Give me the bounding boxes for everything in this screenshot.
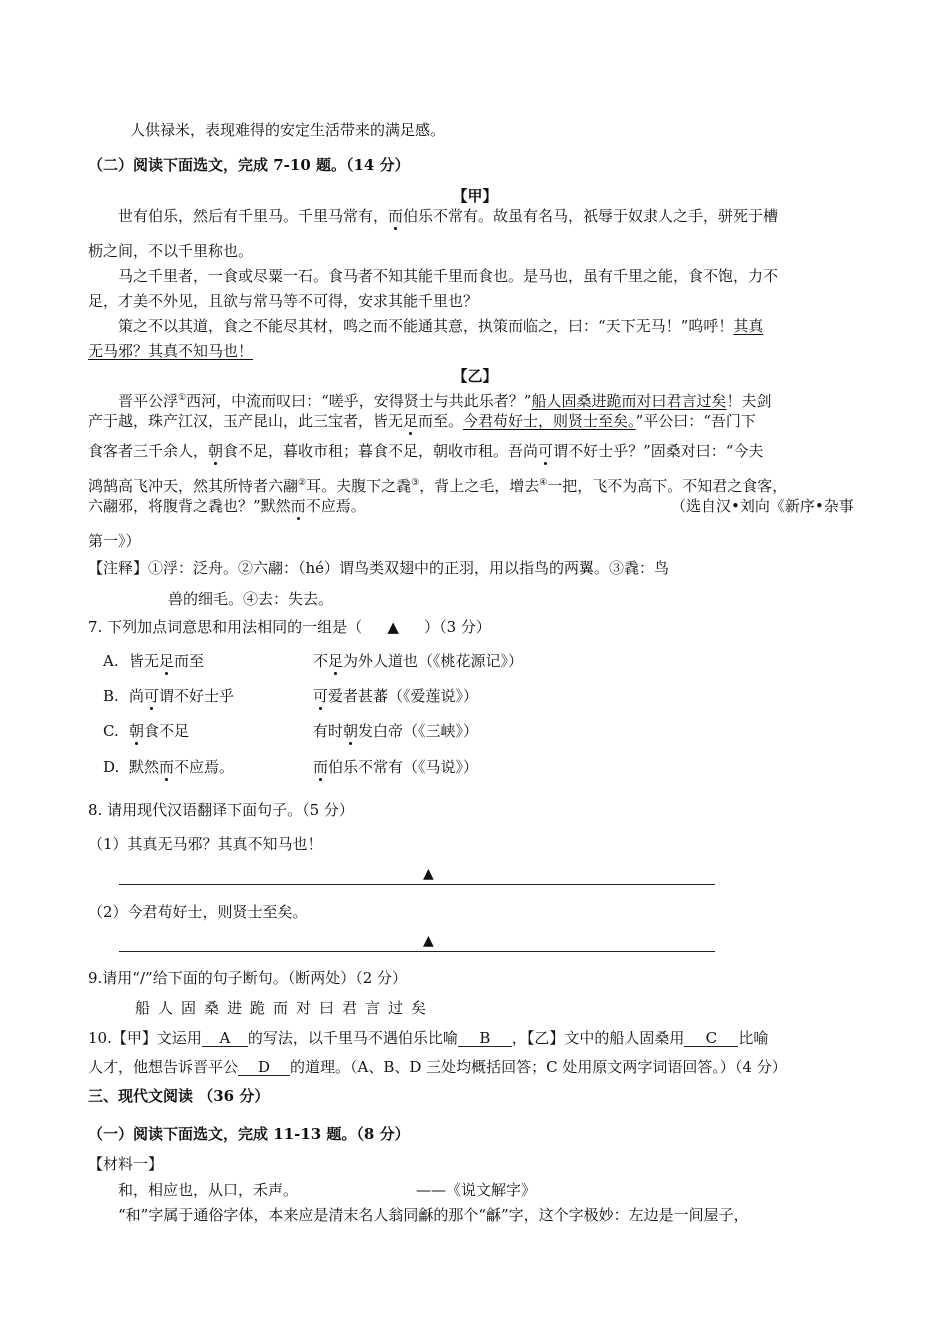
blank-c[interactable]: C	[684, 1030, 738, 1047]
dotted-word: 而	[159, 758, 175, 776]
material-1-source: ——《说文解字》	[416, 1181, 537, 1199]
yi-text: 一把，飞不为高下。不知君之食客，	[547, 477, 788, 495]
q10-text: 人才，他想告诉晋平公	[88, 1058, 239, 1076]
jia-text: 伯乐不常有。故虽有名马，祇辱于奴隶人之手，骈死于槽	[403, 207, 779, 225]
blank-a[interactable]: A	[202, 1030, 248, 1047]
note-marker: ④	[539, 478, 548, 488]
dotted-word: 可	[144, 687, 160, 705]
continued-line: 人供禄米，表现难得的安定生活带来的满足感。	[130, 121, 446, 139]
yi-line-5	[88, 496, 366, 516]
yi-line-1	[118, 388, 771, 411]
jia-para-1-cont: 枥之间，不以千里称也。	[88, 242, 254, 260]
q10-text: 的道理。（A、B、D 三处均概括回答；C 处用原文两字词语回答。）（4 分）	[290, 1058, 787, 1076]
yi-text: ”平公曰：“吾门下	[635, 412, 756, 430]
yi-line-4	[88, 473, 787, 496]
answer-mark: ▲	[387, 618, 399, 636]
option-text: 有时	[313, 722, 344, 740]
answer-mark: ▲	[423, 933, 434, 949]
q9-sentence: 船人固桑进跪而对曰君言过矣	[135, 999, 435, 1017]
underlined-sentence: 其真	[733, 317, 764, 335]
option-text: 皆无	[129, 652, 160, 670]
option-text: 谓不好士乎	[159, 687, 235, 705]
yi-text: 六翮邪，将腹背之毳也？”默然	[88, 497, 291, 515]
jia-para-2: 马之千里者，一食或尽粟一石。食马者不知其能千里而食也。是马也，虽有千里之能，食不饱，力不	[118, 267, 779, 285]
yi-text: 耳。夫腹下之毳	[306, 477, 412, 495]
dotted-word: 朝	[129, 722, 145, 740]
option-label: D.	[103, 758, 120, 776]
notes: 【注释】①浮：泛舟。②六翮：（hé）谓鸟类双翅中的正羽，用以指鸟的两翼。③毳：鸟	[88, 559, 670, 577]
option-text: 食不足	[144, 722, 190, 740]
yi-text: 食不足，暮收市租；暮食不足，朝收市租。吾尚	[223, 442, 539, 460]
question-7-stem	[88, 617, 491, 637]
yi-title: 【乙】	[452, 367, 498, 385]
option-text: 不应焉。	[174, 758, 235, 776]
yi-text: ！夫剑	[726, 392, 772, 410]
dotted-word-zhao: 朝	[208, 442, 224, 460]
q7-option-b	[103, 686, 234, 706]
jia-para-3-cont	[88, 341, 253, 361]
yi-text: 食客者三千余人，	[88, 442, 209, 460]
q10-text: 的写法，以千里马不遇伯乐比喻	[247, 1029, 458, 1047]
q7-option-c	[103, 721, 189, 741]
option-text: 尚	[129, 687, 145, 705]
underlined-sentence: 无马邪？其真不知马也！	[88, 342, 254, 360]
option-text: 默然	[129, 758, 160, 776]
jia-title: 【甲】	[452, 187, 498, 205]
q8-sentence-1: （1）其真无马邪？其真不知马也！	[88, 835, 323, 853]
q8-sentence-2: （2）今君苟好士，则贤士至矣。	[88, 903, 308, 921]
jia-para-2-cont: 足，才美不外见，且欲与常马等不可得，安求其能千里也？	[88, 292, 479, 310]
question-9-stem: 9.请用“/”给下面的句子断句。（断两处）（2 分）	[88, 969, 408, 987]
dotted-word: 足	[159, 652, 175, 670]
yi-text: ，背上之毛，增去	[419, 477, 540, 495]
note-marker: ①	[178, 393, 187, 403]
q7-option-c-right	[313, 721, 478, 741]
yi-source: （选自汉•刘向《新序•杂事	[671, 497, 854, 515]
dotted-word-er: 而	[290, 497, 306, 515]
option-text: 爱者甚蕃（《爱莲说》）	[328, 687, 479, 705]
material-1-title: 【材料一】	[88, 1155, 164, 1173]
dotted-word-ke: 可	[538, 442, 554, 460]
yi-line-2	[88, 411, 756, 431]
dotted-word: 足	[328, 652, 344, 670]
yi-text: 晋平公浮	[118, 392, 179, 410]
yi-text: 产于越，珠产江汉，玉产昆山，此三宝者，皆无	[88, 412, 404, 430]
q7-option-d-right	[313, 757, 478, 777]
jia-para-3	[118, 316, 763, 336]
yi-text: 而至。	[418, 412, 464, 430]
q10-text: 10.【甲】文运用	[88, 1029, 202, 1047]
jia-para-1	[118, 206, 778, 226]
answer-line-1[interactable]	[119, 884, 715, 885]
question-10-line-2	[88, 1057, 787, 1077]
section-3-1-title: （一）阅读下面选文，完成 11-13 题。（8 分）	[88, 1125, 410, 1143]
blank-b[interactable]: B	[458, 1030, 512, 1047]
blank-d[interactable]: D	[238, 1059, 290, 1076]
yi-text: 西河，中流而叹曰：“嗟乎，安得贤士与共此乐者？”	[186, 392, 532, 410]
answer-mark: ▲	[423, 866, 434, 882]
dotted-word-zu: 足	[403, 412, 419, 430]
jia-text: 世有伯乐，然后有千里马。千里马常有，	[118, 207, 389, 225]
answer-line-2[interactable]	[119, 951, 715, 952]
dotted-word: 而	[313, 758, 329, 776]
option-text: 伯乐不常有（《马说》）	[328, 758, 479, 776]
option-text: 不	[313, 652, 329, 670]
underlined-sentence: 今君苟好士，则贤士至矣。	[463, 412, 636, 430]
yi-text: 鸿鹄高飞冲天，然其所恃者六翮	[88, 477, 299, 495]
section-3-title: 三、现代文阅读 （36 分）	[88, 1087, 270, 1105]
option-label: C.	[103, 722, 119, 740]
option-text: 而至	[174, 652, 205, 670]
question-10-line-1	[88, 1028, 768, 1048]
yi-text: 不应焉。	[305, 497, 366, 515]
underlined-sentence: 船人固桑进跪而对曰君言过矣	[531, 392, 727, 410]
note-marker: ②	[298, 478, 307, 488]
section-2-title: （二）阅读下面选文，完成 7-10 题。（14 分）	[88, 156, 410, 174]
notes-cont: 兽的细毛。④去：失去。	[168, 590, 334, 608]
option-label: A.	[103, 652, 119, 670]
q7-stem-end: ）（3 分）	[424, 618, 491, 636]
note-marker: ③	[411, 478, 420, 488]
material-1-quote: 和，相应也，从口，禾声。	[118, 1181, 299, 1199]
material-1-text: “和”字属于通俗字体，本来应是清末名人翁同龢的那个“龢”字，这个字极妙：左边是一间屋子，	[118, 1206, 749, 1224]
q7-stem-text: 7. 下列加点词意思和用法相同的一组是（	[88, 618, 363, 636]
option-text: 为外人道也（《桃花源记》）	[343, 652, 524, 670]
q7-option-a	[103, 651, 204, 671]
question-8-stem: 8. 请用现代汉语翻译下面句子。（5 分）	[88, 801, 354, 819]
jia-text: 策之不以其道，食之不能尽其材，鸣之而不能通其意，执策而临之，曰：“天下无马！”呜呼！	[118, 317, 734, 335]
yi-text: 谓不好士乎？”固桑对曰：“今夫	[553, 442, 764, 460]
q7-option-a-right	[313, 651, 523, 671]
dotted-word: 可	[313, 687, 329, 705]
option-text: 发白帝（《三峡》）	[358, 722, 479, 740]
dotted-word-er: 而	[388, 207, 404, 225]
dotted-word: 朝	[343, 722, 359, 740]
q10-text: ，【乙】文中的船人固桑用	[511, 1029, 685, 1047]
option-label: B.	[103, 687, 119, 705]
yi-source-cont: 第一》）	[88, 532, 141, 550]
q10-text: 比喻	[738, 1029, 769, 1047]
q7-option-d	[103, 757, 234, 777]
yi-line-3	[88, 441, 763, 461]
q7-option-b-right	[313, 686, 478, 706]
